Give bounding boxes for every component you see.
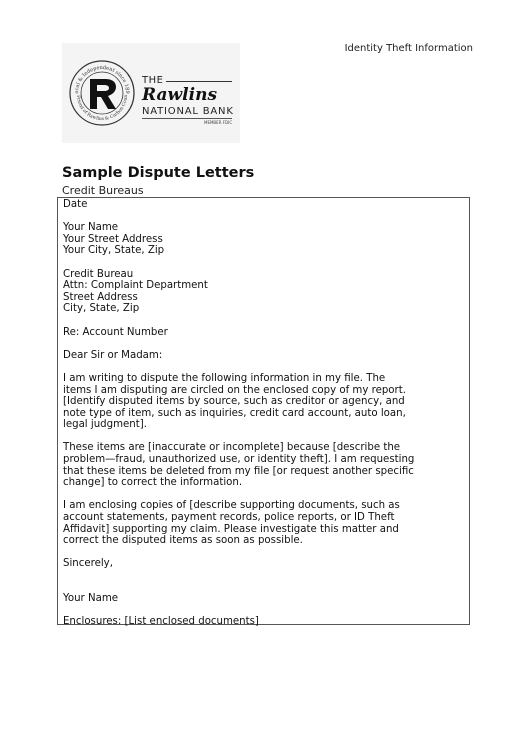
seal-bottom-text: Friend of Rawlins & Carbon Coun [74, 94, 130, 123]
logo-bank-subtitle: NATIONAL BANK [142, 106, 234, 117]
sender-city: Your City, State, Zip [63, 245, 165, 257]
logo-the-text: THE [142, 75, 164, 86]
paragraph-3-line: correct the disputed items as soon as possible. [63, 535, 303, 547]
svg-text:Local & Independent since 1899 [68, 59, 130, 94]
page-title: Sample Dispute Letters [62, 165, 255, 181]
letter-enclosures: Enclosures: [List enclosed documents] [63, 616, 259, 628]
paragraph-1-line: [Identify disputed items by source, such as creditor or agency, and [63, 396, 405, 408]
recipient-city: City, State, Zip [63, 303, 140, 315]
paragraph-2-line: These items are [inaccurate or incomplete] because [describe the [63, 442, 401, 454]
logo-divider [166, 81, 232, 82]
letter-template-box [57, 197, 470, 628]
seal-top-text: ocal & Independent since 189 [73, 64, 131, 94]
recipient-attn: Attn: Complaint Department [63, 280, 208, 292]
logo-bank-name: Rawlins [142, 85, 218, 105]
paragraph-1-line: items I am disputing are circled on the enclosed copy of my report. [63, 384, 406, 396]
paragraph-2-line: problem—fraud, unauthorized use, or identity theft]. I am requesting [63, 454, 415, 466]
paragraph-2-line: change] to correct the information. [63, 477, 243, 489]
header-document-label: Identity Theft Information [344, 43, 473, 54]
paragraph-3-line: Affidavit] supporting my claim. Please investigate this matter and [63, 523, 399, 535]
letter-re-line: Re: Account Number [63, 326, 168, 338]
page-subtitle: Credit Bureaus [62, 184, 144, 197]
paragraph-2-line: that these items be deleted from my file [or request another specific [63, 465, 414, 477]
letter-signature: Your Name [63, 593, 119, 605]
letter-date: Date [63, 199, 88, 210]
logo-divider-lower [142, 118, 232, 119]
bank-logo [62, 43, 240, 143]
paragraph-3-line: I am enclosing copies of [describe supporting documents, such as [63, 500, 400, 512]
paragraph-1-line: I am writing to dispute the following information in my file. The [63, 372, 386, 384]
sender-address: Your Street Address [63, 233, 163, 245]
letter-closing: Sincerely, [63, 558, 113, 570]
recipient-address: Street Address [63, 291, 138, 303]
sender-name: Your Name [63, 222, 119, 234]
paragraph-3-line: account statements, payment records, police reports, or ID Theft [63, 512, 395, 524]
bank-seal-icon [68, 59, 136, 127]
paragraph-1-line: note type of item, such as inquiries, credit card account, auto loan, [63, 407, 406, 419]
letter-salutation: Dear Sir or Madam: [63, 349, 163, 361]
recipient-name: Credit Bureau [63, 268, 134, 280]
logo-member-fdic: MEMBER FDIC [204, 120, 233, 125]
paragraph-1-line: legal judgment]. [63, 419, 147, 431]
